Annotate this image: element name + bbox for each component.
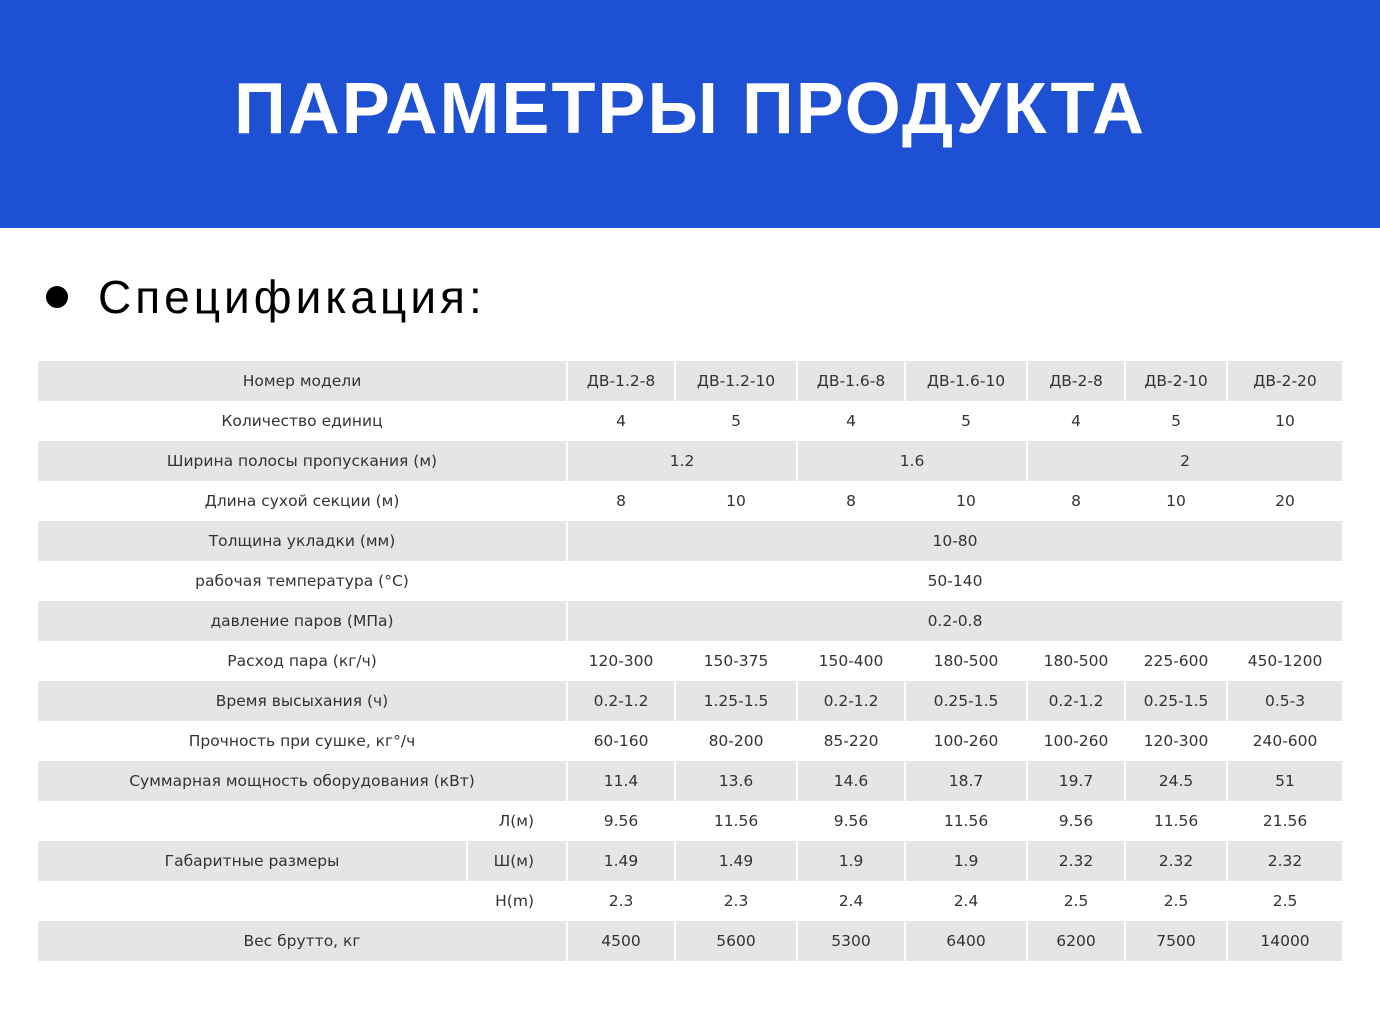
table-row-dim-l [38,801,1342,841]
sub-label: Ш(м) [468,841,568,881]
table-row-units [38,401,1342,441]
row-label: Прочность при сушке, кг°/ч [38,721,568,761]
table-cell: 2.4 [798,881,906,921]
table-row-dry-length [38,481,1342,521]
table-cell: 240-600 [1228,721,1342,761]
table-cell: 50-140 [568,561,1342,601]
table-cell: 1.2 [568,441,798,481]
model-cell: ДВ-2-10 [1126,361,1228,401]
table-cell: 8 [798,481,906,521]
table-cell: 150-375 [676,641,798,681]
table-cell: 13.6 [676,761,798,801]
table-row-drying-time [38,681,1342,721]
table-cell: 5 [676,401,798,441]
table-cell: 150-400 [798,641,906,681]
table-cell: 11.56 [1126,801,1228,841]
table-cell: 180-500 [1028,641,1126,681]
row-label: Расход пара (кг/ч) [38,641,568,681]
table-cell: 0.2-1.2 [568,681,676,721]
bullet-icon [46,286,68,308]
table-cell: 2 [1028,441,1342,481]
table-cell: 10 [1228,401,1342,441]
table-cell: 60-160 [568,721,676,761]
table-cell: 21.56 [1228,801,1342,841]
row-label: Количество единиц [38,401,568,441]
row-label: Толщина укладки (мм) [38,521,568,561]
row-label: Ширина полосы пропускания (м) [38,441,568,481]
table-cell: 0.25-1.5 [906,681,1028,721]
table-cell: 2.32 [1126,841,1228,881]
table-cell: 0.2-1.2 [1028,681,1126,721]
table-cell: 8 [1028,481,1126,521]
model-cell: ДВ-1.6-10 [906,361,1028,401]
table-cell: 1.9 [798,841,906,881]
table-cell: 20 [1228,481,1342,521]
table-cell: 2.32 [1028,841,1126,881]
table-cell: 100-260 [906,721,1028,761]
table-cell: 2.5 [1028,881,1126,921]
table-cell: 7500 [1126,921,1228,961]
table-cell: 180-500 [906,641,1028,681]
row-label: рабочая температура (°C) [38,561,568,601]
table-cell: 9.56 [798,801,906,841]
row-label: Вес брутто, кг [38,921,568,961]
table-row-work-temp [38,561,1342,601]
table-row-drying-strength [38,721,1342,761]
dimensions-label-cell [38,801,468,921]
model-cell: ДВ-2-20 [1228,361,1342,401]
table-cell: 0.2-0.8 [568,601,1342,641]
table-cell: 2.3 [676,881,798,921]
table-cell: 0.5-3 [1228,681,1342,721]
table-cell: 11.56 [906,801,1028,841]
table-cell: 80-200 [676,721,798,761]
row-label: давление паров (МПа) [38,601,568,641]
table-cell: 4 [1028,401,1126,441]
table-cell: 85-220 [798,721,906,761]
table-cell: 2.4 [906,881,1028,921]
sub-label: Л(м) [468,801,568,841]
table-cell: 1.25-1.5 [676,681,798,721]
section-heading [44,270,486,324]
table-row-belt-width [38,441,1342,481]
table-cell: 9.56 [1028,801,1126,841]
row-label: Суммарная мощность оборудования (кВт) [38,761,568,801]
table-row-steam-consumption [38,641,1342,681]
table-cell: 10 [676,481,798,521]
table-row-model [38,361,1342,401]
table-cell: 6400 [906,921,1028,961]
table-cell: 0.25-1.5 [1126,681,1228,721]
table-cell: 11.4 [568,761,676,801]
table-cell: 4 [798,401,906,441]
table-cell: 1.49 [568,841,676,881]
table-cell: 5300 [798,921,906,961]
table-cell: 4 [568,401,676,441]
table-cell: 1.49 [676,841,798,881]
table-row-layer-thickness [38,521,1342,561]
section-title: Спецификация: [98,271,486,323]
table-cell: 10 [1126,481,1228,521]
table-cell: 2.3 [568,881,676,921]
table-cell: 120-300 [568,641,676,681]
table-cell: 51 [1228,761,1342,801]
model-cell: ДВ-1.2-8 [568,361,676,401]
table-row-gross-weight [38,921,1342,961]
table-cell: 5 [906,401,1028,441]
table-cell: 5600 [676,921,798,961]
row-label: Габаритные размеры [38,841,466,881]
page-banner [0,0,1380,228]
table-cell: 2.5 [1228,881,1342,921]
table-cell: 225-600 [1126,641,1228,681]
table-cell: 18.7 [906,761,1028,801]
table-cell: 11.56 [676,801,798,841]
table-cell: 14.6 [798,761,906,801]
table-cell: 2.5 [1126,881,1228,921]
page-title: ПАРАМЕТРЫ ПРОДУКТА [234,69,1146,149]
table-cell: 450-1200 [1228,641,1342,681]
table-cell: 2.32 [1228,841,1342,881]
table-cell: 6200 [1028,921,1126,961]
table-cell: 19.7 [1028,761,1126,801]
table-cell: 0.2-1.2 [798,681,906,721]
table-cell: 10 [906,481,1028,521]
row-label: Номер модели [38,361,568,401]
table-cell: 1.6 [798,441,1028,481]
table-cell: 10-80 [568,521,1342,561]
table-cell: 1.9 [906,841,1028,881]
table-row-total-power [38,761,1342,801]
spec-table [38,361,1342,961]
table-cell: 120-300 [1126,721,1228,761]
table-cell: 4500 [568,921,676,961]
table-cell: 9.56 [568,801,676,841]
table-cell: 5 [1126,401,1228,441]
model-cell: ДВ-2-8 [1028,361,1126,401]
table-cell: 8 [568,481,676,521]
table-cell: 100-260 [1028,721,1126,761]
model-cell: ДВ-1.6-8 [798,361,906,401]
table-cell: 14000 [1228,921,1342,961]
table-row-steam-pressure [38,601,1342,641]
row-label: Время высыхания (ч) [38,681,568,721]
model-cell: ДВ-1.2-10 [676,361,798,401]
row-label: Длина сухой секции (м) [38,481,568,521]
table-cell: 24.5 [1126,761,1228,801]
sub-label: H(m) [468,881,568,921]
